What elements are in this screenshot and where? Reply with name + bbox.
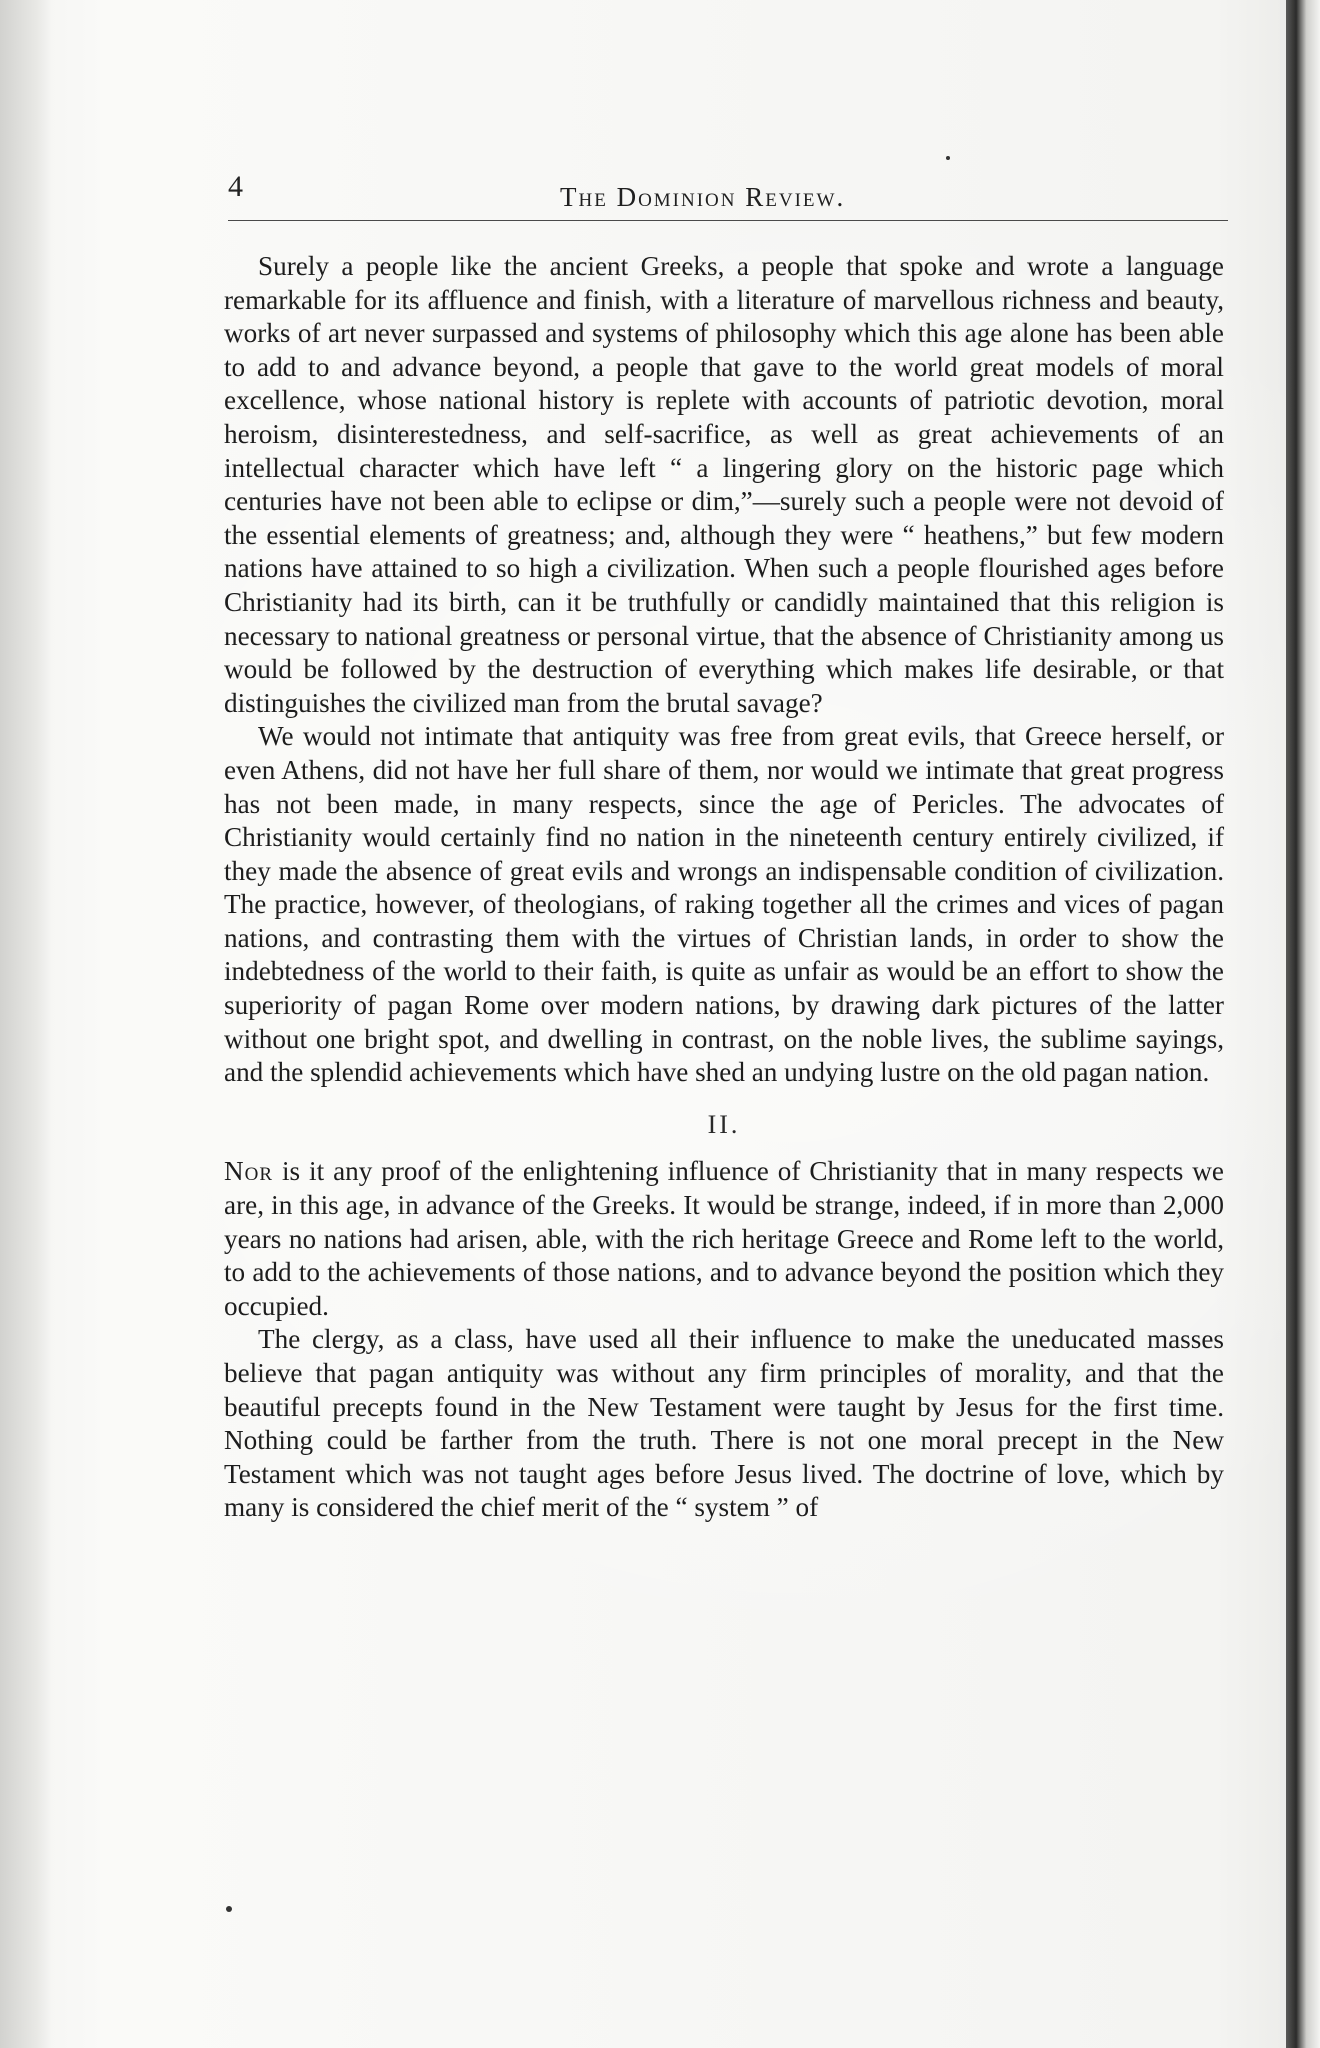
paragraph-1: Surely a people like the ancient Greeks, a people that spoke and wrote a language remarkable for its affluence and finish, with a literature of marvellous richness and beauty, works of art never surpassed and systems of philosophy which this age alone has been able to add to and advance beyond, a people that gave to the world great models of moral excellence, whose national history is replete with accounts of patriotic devotion, moral heroism, disinterestedness, and self-sacrifice, as well as great achievements of an intellectual character which have left “ a lingering glory on the historic page which centuries have not been able to eclipse or dim,”—surely such a people were not devoid of the essential elements of greatness; and, although they were “ heathens,” but few modern nations have attained to so high a civilization. When such a people flourished ages before Christianity had its birth, can it be truthfully or candidly maintained that this religion is necessary to national greatness or personal virtue, that the absence of Christianity among us would be followed by the destruction of everything which makes life desirable, or that distinguishes the civilized man from the brutal savage? [224,251,1224,718]
header-rule [228,220,1228,221]
page-header [200,158,1230,210]
running-title: The Dominion Review. [560,182,846,212]
paragraph-2: We would not intimate that antiquity was free from great evils, that Greece herself, or even Athens, did not have her full share of them, nor would we intimate that great progress has not been made, in many respects, since the age of Pericles. The advocates of Christianity would certainly find no nation in the nineteenth century entirely civilized, if they made the absence of great evils and wrongs an indispensable condition of civilization. The practice, however, of theologians, of raking together all the crimes and vices of pagan nations, and contrasting them with the virtues of Christian lands, in order to show the indebtedness of the world to their faith, is quite as unfair as would be an effort to show the superiority of pagan Rome over modern nations, by drawing dark pictures of the latter without one bright spot, and dwelling in contrast, on the noble lives, the sublime sayings, and the splendid achievements which have shed an undying lustre on the old pagan nation. [224,721,1224,1088]
paragraph-3-text: is it any proof of the enlightening influence of Christianity that in many respects we are, in this age, in advance of the Greeks. It would be strange, indeed, if in more than 2,000 years no nations had arisen, able, with the rich heritage Greece and Rome left to the world, to add to the achievements of those nations, and to advance beyond the position which they occupied. [224,1156,1224,1321]
page-gutter-shadow [0,0,52,2048]
paragraph-4: The clergy, as a class, have used all their influence to make the uneducated masses believe that pagan antiquity was without any firm principles of morality, and that the beautiful precepts found in the New Testament were taught by Jesus for the first time. Nothing could be farther from the truth. There is not one moral precept in the New Testament which was not taught ages before Jesus lived. The doctrine of love, which by many is considered the chief merit of the “ system ” of [224,1324,1224,1523]
page-number: 4 [228,170,243,203]
paragraph-3 [224,1155,1224,1323]
page-content [200,158,1230,1858]
section-heading: II. [707,1109,741,1139]
body-text [224,250,1224,1525]
ink-speck [946,156,950,160]
ink-speck [226,1906,232,1912]
paragraph-3-lead: Nor [224,1156,274,1187]
page-edge [1286,0,1320,2048]
